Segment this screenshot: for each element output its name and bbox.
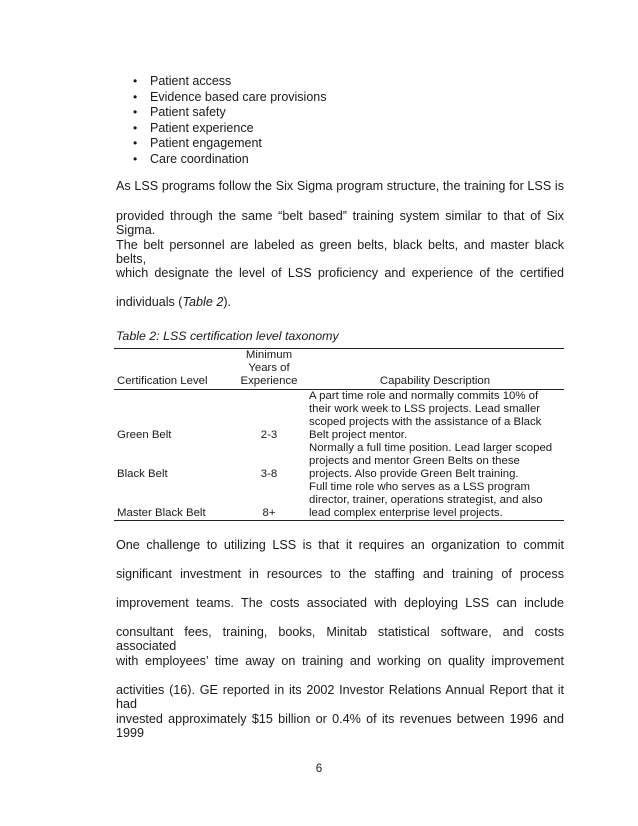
desc-line: director, trainer, operations strategist, and also xyxy=(309,494,543,506)
header-line: Minimum xyxy=(245,349,293,361)
paragraph-line xyxy=(116,295,564,309)
paragraph-line: invested approximately $15 billion or 0.4% of its revenues between 1996 and 1999 xyxy=(116,712,564,740)
desc-line: Belt project mentor. xyxy=(309,429,408,441)
paragraph-line: provided through the same “belt based” training system similar to that of Six Sigma. xyxy=(116,209,564,237)
focus-area-list xyxy=(133,74,327,168)
cell-level: Black Belt xyxy=(117,468,168,480)
column-header-description: Capability Description xyxy=(306,349,564,390)
cell-years: 2-3 xyxy=(260,429,278,441)
paragraph-line: consultant fees, training, books, Minitab statistical software, and costs associated xyxy=(116,625,564,653)
header-line: Years of xyxy=(248,362,290,374)
table-reference-link: Table 2 xyxy=(182,295,224,309)
page-number: 6 xyxy=(315,763,323,775)
table-caption: Table 2: LSS certification level taxonomy xyxy=(116,329,339,343)
header-line: Experience xyxy=(240,375,298,387)
cell-description xyxy=(306,442,564,481)
table-row xyxy=(114,442,564,481)
paragraph-line: activities (16). GE reported in its 2002 Investor Relations Annual Report that it had xyxy=(116,683,564,711)
cell-description xyxy=(306,481,564,521)
desc-line: lead complex enterprise level projects. xyxy=(309,507,503,519)
cell-years: 3-8 xyxy=(260,468,278,480)
cell-level: Master Black Belt xyxy=(114,481,232,521)
table-header-row xyxy=(114,349,564,390)
desc-line: Normally a full time position. Lead larger scoped xyxy=(309,442,553,454)
column-header-years xyxy=(232,349,306,390)
desc-line: projects. Also provide Green Belt training. xyxy=(309,468,519,480)
paragraph-line: The belt personnel are labeled as green belts, black belts, and master black belts, xyxy=(116,238,564,266)
list-item: • Patient experience xyxy=(133,121,327,137)
cell-level: Green Belt xyxy=(117,429,172,441)
desc-line: Full time role who serves as a LSS program xyxy=(309,481,530,493)
table-row xyxy=(114,481,564,521)
list-item: • Patient access xyxy=(133,74,327,90)
cell-years: 8+ xyxy=(232,481,306,521)
list-item: • Evidence based care provisions xyxy=(133,90,327,106)
desc-line: scoped projects with the assistance of a Black xyxy=(309,416,542,428)
text-fragment: individuals ( xyxy=(116,295,183,309)
paragraph-line: significant investment in resources to the staffing and training of process xyxy=(116,567,564,581)
column-header-level: Certification Level xyxy=(114,349,232,390)
certification-table xyxy=(114,348,564,521)
paragraph-line: with employees’ time away on training and working on quality improvement xyxy=(116,654,564,668)
desc-line: projects and mentor Green Belts on these xyxy=(309,455,520,467)
paragraph-line: which designate the level of LSS proficiency and experience of the certified xyxy=(116,266,564,280)
desc-line: their work week to LSS projects. Lead smaller xyxy=(309,403,541,415)
paragraph-line: improvement teams. The costs associated with deploying LSS can include xyxy=(116,596,564,610)
paragraph-line: As LSS programs follow the Six Sigma program structure, the training for LSS is xyxy=(116,179,564,193)
list-item: • Care coordination xyxy=(133,152,327,168)
cell-description xyxy=(306,390,564,443)
list-item: • Patient engagement xyxy=(133,136,327,152)
list-item: • Patient safety xyxy=(133,105,327,121)
paragraph-line: One challenge to utilizing LSS is that it requires an organization to commit xyxy=(116,538,564,552)
desc-line: A part time role and normally commits 10% of xyxy=(309,390,539,402)
text-fragment: ). xyxy=(223,295,232,309)
table-row xyxy=(114,390,564,443)
